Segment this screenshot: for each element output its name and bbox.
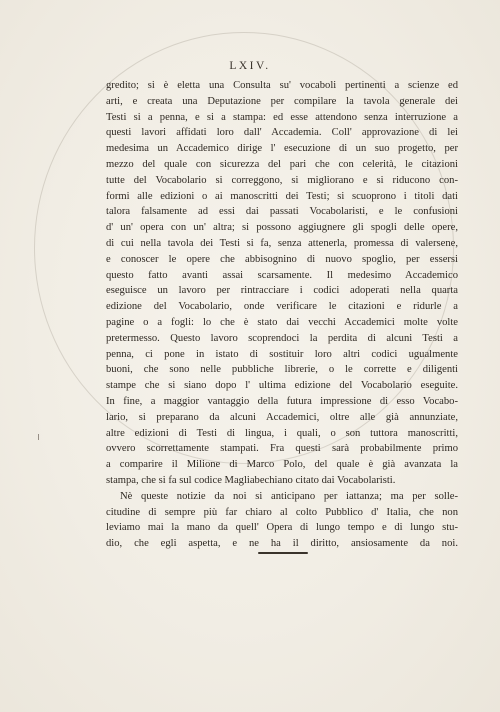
margin-mark xyxy=(38,434,39,440)
text-line: a comparire il Milione di Marco Polo, del quale è già avanzata la xyxy=(106,459,458,471)
text-line: altre edizioni di Testi di lingua, i quali, o son tuttora manoscritti, xyxy=(106,427,458,439)
text-line: dio, che egli aspetta, e ne ha il diritto, ansiosamente da noi. xyxy=(106,538,458,550)
text-line: citudine di sempre più far chiaro al colto Pubblico d' Italia, che non xyxy=(106,506,458,518)
text-line: pagine o a fogli: lo che è stato dai vecchi Accademici molte volte xyxy=(106,316,458,328)
text-line: Testi si a penna, e si a stampa: ed esse attendono senza interruzione a xyxy=(106,111,458,123)
text-line: questo fatto avanti assai scarsamente. Il medesimo Accademico xyxy=(106,269,458,281)
closing-rule xyxy=(258,552,308,554)
text-line: stampe che si siano dopo l' ultima edizione del Vocabolario eseguite. xyxy=(106,380,458,392)
text-line: pretermesso. Questo lavoro scoprendoci la perdita di alcuni Testi a xyxy=(106,332,458,344)
text-line: stampa, che si fa sul codice Magliabechiano citato dai Vocabolaristi. xyxy=(106,474,396,486)
text-line: di cui nella tavola dei Testi si fa, senza attenerla, promessa di valersene, xyxy=(106,237,458,249)
text-line: formi alle edizioni o ai manoscritti dei Testi; si scuoprono i titoli dati xyxy=(106,190,458,202)
text-line: tutte del Vocabolario si correggono, si migliorano e si riducono con- xyxy=(106,174,458,186)
text-line: d' un' opera con un' altra; si possono aggiugnere gli spogli delle opere, xyxy=(106,222,458,234)
text-line: buoni, che sono nelle pubbliche librerie, o le corrette e diligenti xyxy=(106,364,458,376)
text-line: mezzo del quale con sicurezza del pari che con celerità, le citazioni xyxy=(106,158,458,170)
text-line: leviamo mai la mano da quell' Opera di lungo tempo e di lungo stu- xyxy=(106,522,458,534)
text-line: medesima un Accademico dirige l' esecuzione di un suo progetto, per xyxy=(106,143,458,155)
text-line: ovvero scorrettamente stampati. Fra questi sarà probabilmente primo xyxy=(106,443,458,455)
text-line: lario, si preparano da alcuni Accademici, oltre alle già annunziate, xyxy=(106,411,458,423)
text-line: eseguisce un lavoro per rintracciare i codici adoperati nella quarta xyxy=(106,285,458,297)
text-line: edizione del Vocabolario, onde verificare le citazioni e ridurle a xyxy=(106,301,458,313)
text-line: In fine, a maggior vantaggio della futura impressione di esso Vocabo- xyxy=(106,395,458,407)
page-number: LXIV. xyxy=(229,60,271,72)
text-line: gredito; si è eletta una Consulta su' vocaboli pertinenti a scienze ed xyxy=(106,80,458,91)
text-line: arti, e creata una Deputazione per compilare la tavola generale dei xyxy=(106,95,458,107)
body-text xyxy=(106,78,458,552)
text-line: penna, ci pone in istato di sostituir loro altri codici ugualmente xyxy=(106,348,458,360)
text-line: e conoscer le opere che abbisognino di nuovo spoglio, per essersi xyxy=(106,253,458,265)
text-line: Nè queste notizie da noi si anticipano per iattanza; ma per solle- xyxy=(120,490,458,502)
text-line: questi lavori affidati loro dall' Accademia. Coll' approvazione di lei xyxy=(106,127,458,139)
text-line: talora falsamente ad essi dai passati Vocabolaristi, e le confusioni xyxy=(106,206,458,218)
